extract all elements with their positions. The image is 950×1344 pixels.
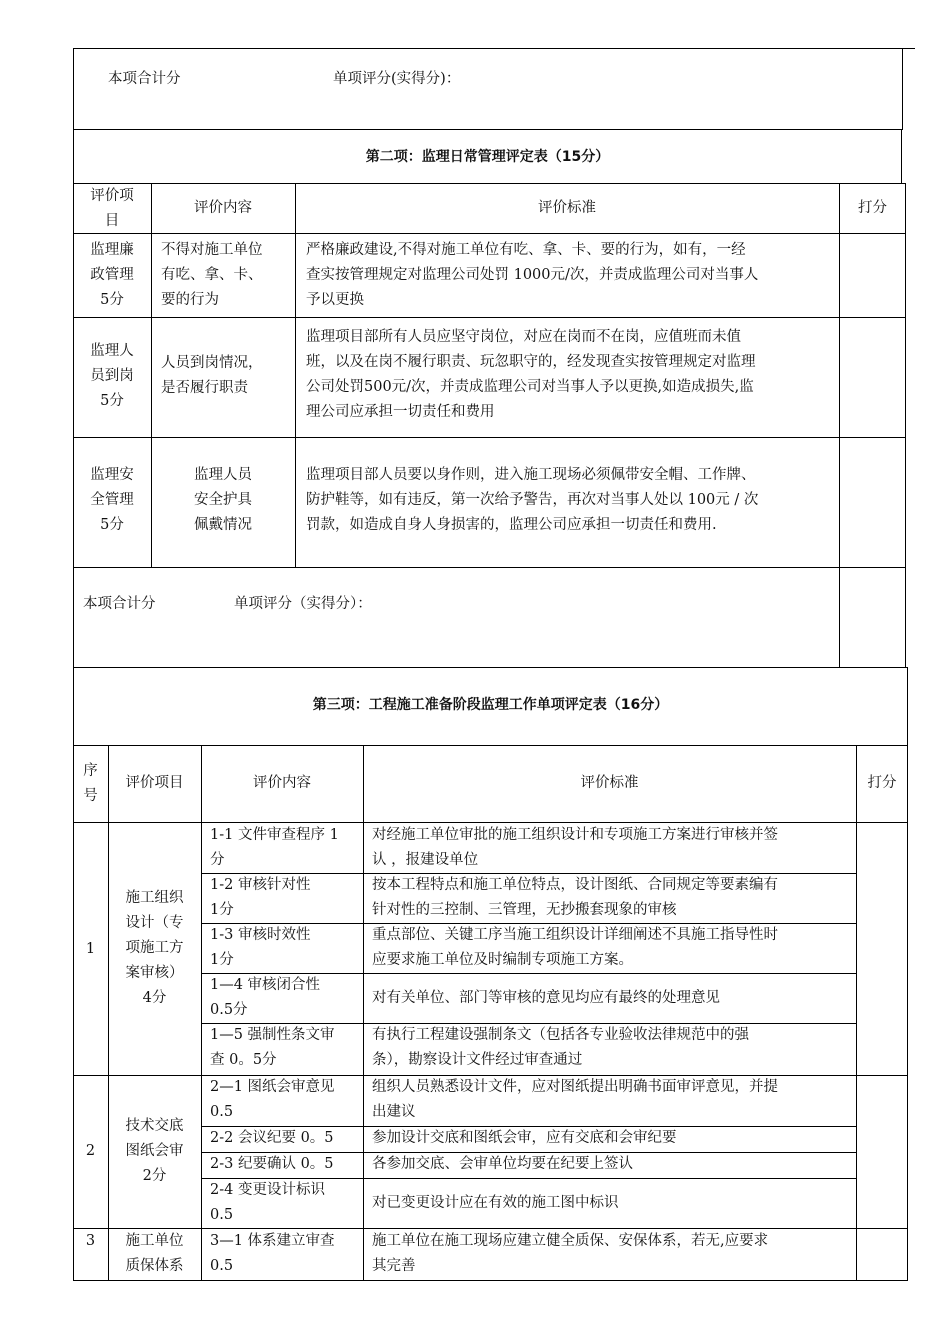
s3-col-line-2	[201, 745, 202, 1281]
s3-group3-item: 施工单位 质保体系	[125, 1233, 184, 1274]
s2-header-content: 评价内容	[194, 200, 252, 216]
s3-g1-r1-standard: 对经施工单位审批的施工组织设计和专项施工方案进行审核并签 认 ，报建设单位	[372, 827, 778, 868]
s2-row-line-3	[73, 437, 906, 438]
s3-group2-item: 技术交底 图纸会审 2分	[125, 1118, 184, 1184]
s3-g2-r3-standard: 各参加交底、会审单位均要在纪要上签认	[372, 1156, 633, 1172]
s2-row2-standard: 监理项目部所有人员应坚守岗位，对应在岗而不在岗，应值班而未值 班，以及在岗不履行职责、玩忽职守的，经发现查实按管理规定对监理 公司处罚500元/次，并责成监理公司对当事人予以更换,如造成损失,监 理公司应承担一切责任和费用	[306, 329, 756, 420]
s3-header-content: 评价内容	[253, 775, 311, 791]
s3-col-line-4	[856, 745, 857, 1281]
s3-group1-item: 施工组织 设计（专 项施工方 案审核） 4分	[125, 890, 184, 1006]
s2-row-line-2	[73, 317, 906, 318]
s3-group2-no: 2	[85, 1143, 96, 1159]
s3-g2-r4-content: 2-4 变更设计标识 0.5	[210, 1182, 325, 1223]
s2-total-label: 本项合计分	[83, 596, 156, 612]
s3-g1-r4-content: 1—4 审核闭合性 0.5分	[210, 977, 321, 1018]
s3-g2-r2-content: 2-2 会议纪要 0。5	[210, 1130, 334, 1146]
top-score-label: 单项评分(实得分)：	[333, 71, 461, 87]
s2-row2-content: 人员到岗情况， 是否履行职责	[161, 355, 263, 396]
s2-row-line-1	[73, 233, 906, 234]
s3-g1-r1-content: 1-1 文件审查程序 1 分	[210, 827, 339, 868]
s2-row3-standard: 监理项目部人员要以身作则，进入施工现场必须佩带安全帽、工作牌、 防护鞋等，如有违反，第一次给予警告，再次对当事人处以 100元 / 次 罚款，如造成自身人身损害的，监理公司应承担一切责任和费用.	[306, 467, 759, 533]
s3-group1-no: 1	[85, 941, 96, 957]
s2-header-score: 打分	[858, 200, 887, 216]
s2-row-line-4	[73, 567, 906, 568]
s2-header-item: 评价项 目	[90, 188, 134, 229]
s2-header-standard: 评价标准	[538, 200, 596, 216]
s2-row2-item: 监理人 员到岗 5分	[90, 343, 134, 409]
s3-col-line-3	[363, 745, 364, 1281]
section2-title: 第二项：监理日常管理评定表（15分）	[365, 149, 610, 165]
s2-row1-content: 不得对施工单位 有吃、拿、卡、 要的行为	[161, 242, 263, 308]
section3-title: 第三项：工程施工准备阶段监理工作单项评定表（16分）	[312, 697, 669, 713]
s3-g2-r1-content: 2—1 图纸会审意见 0.5	[210, 1079, 335, 1120]
s3-g2-r2-standard: 参加设计交底和图纸会审，应有交底和会审纪要	[372, 1130, 677, 1146]
s3-header-item: 评价项目	[125, 775, 184, 791]
s3-header-standard: 评价标准	[580, 775, 639, 791]
s3-g1-r3-standard: 重点部位、关键工序当施工组织设计详细阐述不具施工指导性时 应要求施工单位及时编制专项施工方案。	[372, 927, 778, 968]
s2-row1-standard: 严格廉政建设,不得对施工单位有吃、拿、卡、要的行为，如有，一经 查实按管理规定对监理公司处罚 1000元/次，并责成监理公司对当事人 予以更换	[306, 242, 759, 308]
s2-col-line-3	[839, 183, 840, 668]
s3-col-line-1	[108, 745, 109, 1281]
s3-g1-r5-standard: 有执行工程建设强制条文（包括各专业验收法律规范中的强 条），勘察设计文件经过审查通过	[372, 1027, 749, 1068]
s2-row1-item: 监理廉 政管理 5分	[90, 242, 134, 308]
s3-g1-r5-content: 1—5 强制性条文审 查 0。5分	[210, 1027, 335, 1068]
top-total-block	[73, 48, 903, 130]
top-total-label: 本项合计分	[108, 71, 181, 87]
s3-g2-r3-content: 2-3 纪要确认 0。5	[210, 1156, 334, 1172]
s3-g2-r1-standard: 组织人员熟悉设计文件，应对图纸提出明确书面审评意见，并提 出建议	[372, 1079, 778, 1120]
s2-col-line-2	[295, 183, 296, 567]
s2-row3-item: 监理安 全管理 5分	[90, 467, 134, 533]
s3-group3-no: 3	[85, 1233, 96, 1249]
s3-g3-r1-content: 3—1 体系建立审查 0.5	[210, 1233, 335, 1274]
s2-score-label: 单项评分（实得分）：	[234, 596, 372, 612]
top-edge-line	[903, 48, 915, 49]
s3-g2-r4-standard: 对已变更设计应在有效的施工图中标识	[372, 1195, 619, 1211]
s3-g1-r3-content: 1-3 审核时效性 1分	[210, 927, 311, 968]
s3-header-no: 序 号	[83, 763, 98, 804]
s3-g3-r1-standard: 施工单位在施工现场应建立健全质保、安保体系，若无,应要求 其完善	[372, 1233, 769, 1274]
s3-header-score: 打分	[867, 775, 897, 791]
s3-g1-r4-standard: 对有关单位、部门等审核的意见均应有最终的处理意见	[372, 990, 720, 1006]
s3-g1-r2-content: 1-2 审核针对性 1分	[210, 877, 311, 918]
s2-row3-content: 监理人员 安全护具 佩戴情况	[194, 467, 252, 533]
s3-g1-r2-standard: 按本工程特点和施工单位特点，设计图纸、合同规定等要素编有 针对性的三控制、三管理，无抄搬套现象的审核	[372, 877, 778, 918]
